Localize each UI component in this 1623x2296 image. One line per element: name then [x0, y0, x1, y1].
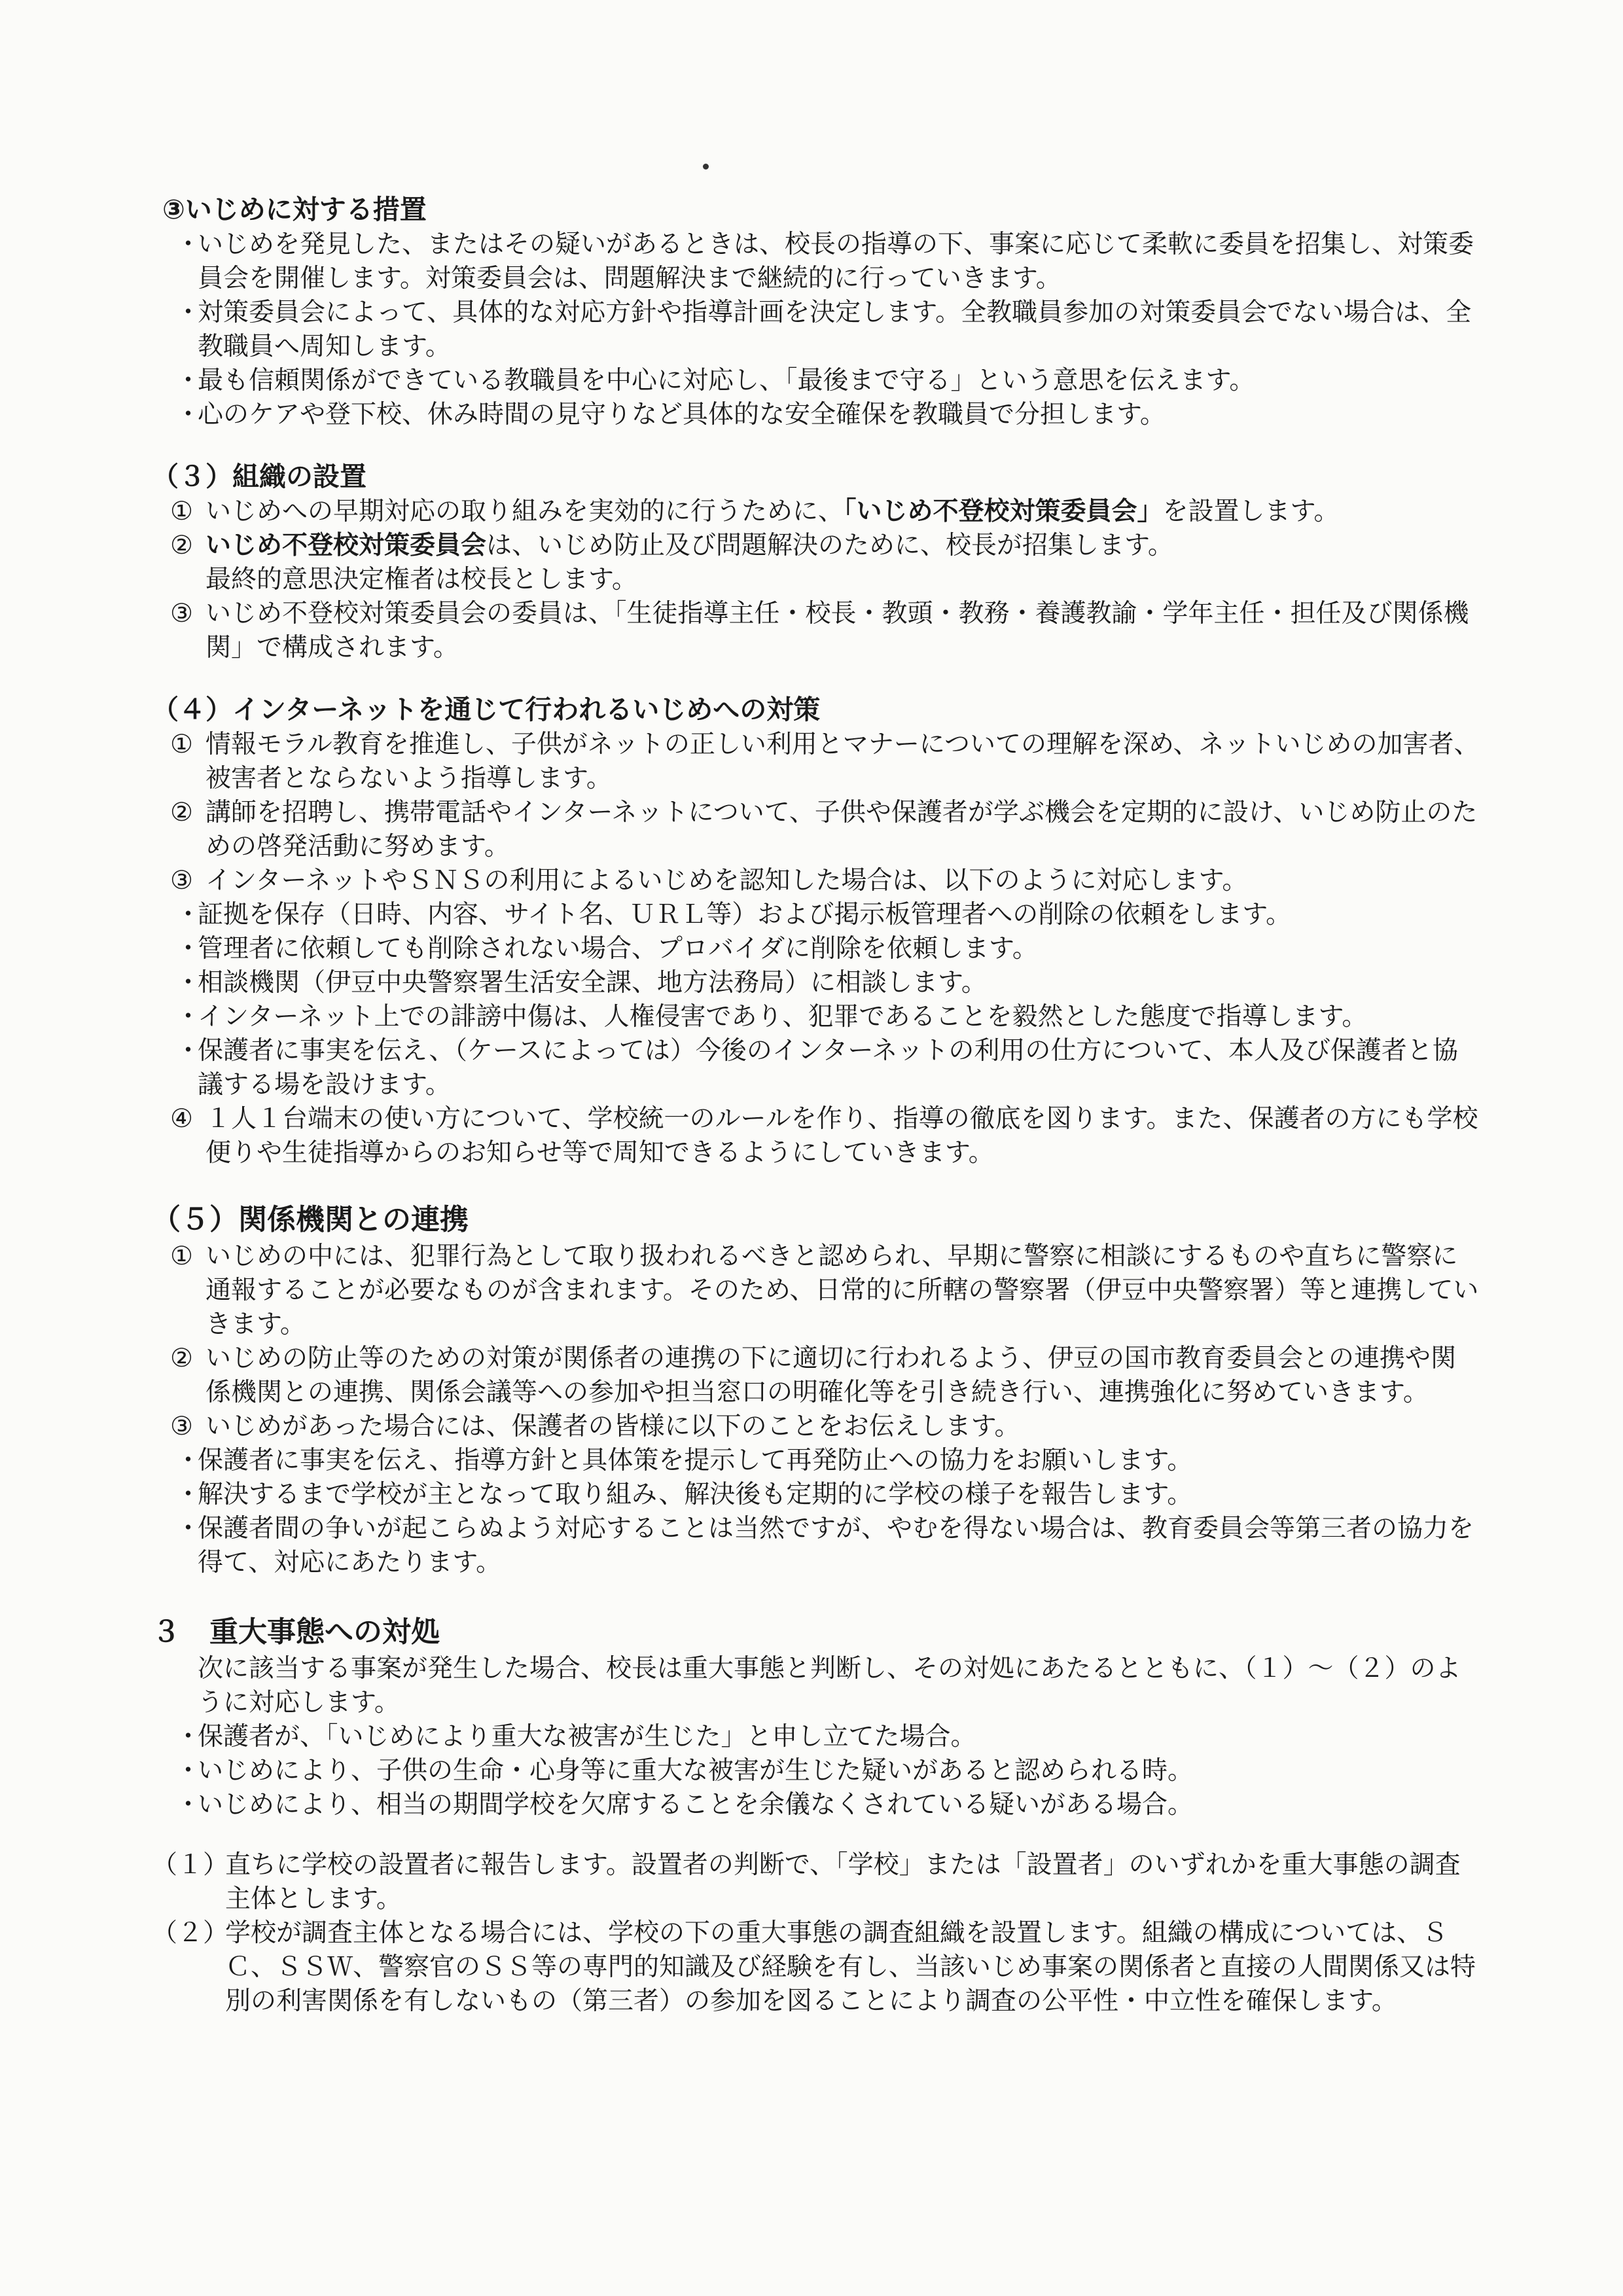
list-item: ・ 最も信頼関係ができている教職員を中心に対応し、「最後まで守る」という意思を伝えます。: [175, 366, 1255, 395]
list-item: ③ インターネットやＳＮＳの利用によるいじめを認知した場合は、以下のように対応します。: [170, 866, 1248, 895]
section-cooperation: [152, 1200, 1480, 1580]
section-measures: [152, 191, 1480, 432]
list-item: （２） 学校が調査主体となる場合には、学校の下の重大事態の調査組織を設置します。組織の構成については、ＳＣ、ＳＳＷ、警察官のＳＳ等の専門的知識及び経験を有し、当該いじめ事案の関係者と直接の人間関係又は特別の利害関係を有しないもの（第三者）の参加を図ることにより調査の公平性・中立性を確保します。: [152, 1918, 1476, 2016]
document-body: [152, 191, 1480, 2018]
list-item: ・ 保護者に事実を伝え、指導方針と具体策を提示して再発防止への協力をお願いします。: [175, 1446, 1193, 1475]
list-item: ② いじめの防止等のための対策が関係者の連携の下に適切に行われるよう、伊豆の国市教育委員会との連携や関係機関との連携、関係会議等への参加や担当窓口の明確化等を引き続き行い、連携強化に努めていきます。: [170, 1344, 1457, 1407]
list-item: ・ いじめにより、子供の生命・心身等に重大な被害が生じた疑いがあると認められる時。: [175, 1756, 1194, 1785]
list-item: ② 講師を招聘し、携帯電話やインターネットについて、子供や保護者が学ぶ機会を定期的に設け、いじめ防止のための啓発活動に努めます。: [170, 798, 1478, 861]
list-item: ① いじめの中には、犯罪行為として取り扱われるべきと認められ、早期に警察に相談にするものや直ちに警察に通報することが必要なものが含まれます。そのため、日常的に所轄の警察署（伊豆中央警察署）等と連携していきます。: [170, 1242, 1479, 1339]
list-item: ・ 保護者が、「いじめにより重大な被害が生じた」と申し立てた場合。: [175, 1722, 976, 1751]
section-internet: [152, 691, 1480, 1170]
section-serious-incidents: [152, 1613, 1480, 2018]
section-title: ③いじめに対する措置: [162, 194, 427, 225]
section-intro: 次に該当する事案が発生した場合、校長は重大事態と判断し、その対処にあたるとともに、（１）～（２）のように対応します。: [198, 1654, 1461, 1717]
list-item: ④ １人１台端末の使い方について、学校統一のルールを作り、指導の徹底を図ります。また、保護者の方にも学校便りや生徒指導からのお知らせ等で周知できるようにしていきます。: [170, 1104, 1478, 1168]
list-item: ③ いじめ不登校対策委員会の委員は、「生徒指導主任・校長・教頭・教務・養護教諭・学年主任・担任及び関係機関」で構成されます。: [170, 599, 1469, 662]
section-title: ３ 重大事態への対処: [152, 1615, 440, 1649]
list-item: ・ いじめを発見した、またはその疑いがあるときは、校長の指導の下、事案に応じて柔軟に委員を招集し、対策委員会を開催します。対策委員会は、問題解決まで継続的に行っていきます。: [175, 230, 1474, 293]
list-item: ① 情報モラル教育を推進し、子供がネットの正しい利用とマナーについての理解を深め、ネットいじめの加害者、被害者とならないよう指導します。: [170, 730, 1480, 793]
list-item: ・ 保護者間の争いが起こらぬよう対応することは当然ですが、やむを得ない場合は、教育委員会等第三者の協力を得て、対応にあたります。: [175, 1514, 1474, 1577]
list-item: （１） 直ちに学校の設置者に報告します。設置者の判断で、「学校」または「設置者」のいずれかを重大事態の調査主体とします。: [152, 1850, 1461, 1914]
list-item: ・ 証拠を保存（日時、内容、サイト名、ＵＲＬ等）および掲示板管理者への削除の依頼をします。: [175, 900, 1292, 929]
list-item: ・ インターネット上での誹謗中傷は、人権侵害であり、犯罪であることを毅然とした態度で指導します。: [175, 1002, 1368, 1031]
list-item: ② いじめ不登校対策委員会は、いじめ防止及び問題解決のために、校長が招集します。 最終的意思決定権者は校長とします。: [170, 531, 1173, 594]
list-item: ・ 解決するまで学校が主となって取り組み、解決後も定期的に学校の様子を報告します。: [175, 1480, 1193, 1509]
list-item: ・ 対策委員会によって、具体的な対応方針や指導計画を決定します。全教職員参加の対策委員会でない場合は、全教職員へ周知します。: [175, 298, 1472, 361]
list-item: ・ いじめにより、相当の期間学校を欠席することを余儀なくされている疑いがある場合。: [175, 1790, 1194, 1820]
list-item: ① いじめへの早期対応の取り組みを実効的に行うために、「いじめ不登校対策委員会」を設置します。: [170, 497, 1340, 526]
section-organization: [152, 458, 1480, 665]
list-item: ・ 保護者に事実を伝え、（ケースによっては）今後のインターネットの利用の仕方について、本人及び保護者と協議する場を設けます。: [175, 1036, 1458, 1100]
list-item: ③ いじめがあった場合には、保護者の皆様に以下のことをお伝えします。: [170, 1412, 1020, 1441]
section-title: （４）インターネットを通じて行われるいじめへの対策: [152, 694, 821, 725]
section-title: （３）組織の設置: [152, 461, 366, 492]
scan-speck: [703, 164, 709, 170]
list-item: ・ 管理者に依頼しても削除されない場合、プロバイダに削除を依頼します。: [175, 934, 1038, 963]
list-item: ・ 心のケアや登下校、休み時間の見守りなど具体的な安全確保を教職員で分担します。: [175, 400, 1166, 429]
list-item: ・ 相談機関（伊豆中央警察署生活安全課、地方法務局）に相談します。: [175, 968, 987, 997]
section-title: （５）関係機関との連携: [152, 1203, 469, 1236]
